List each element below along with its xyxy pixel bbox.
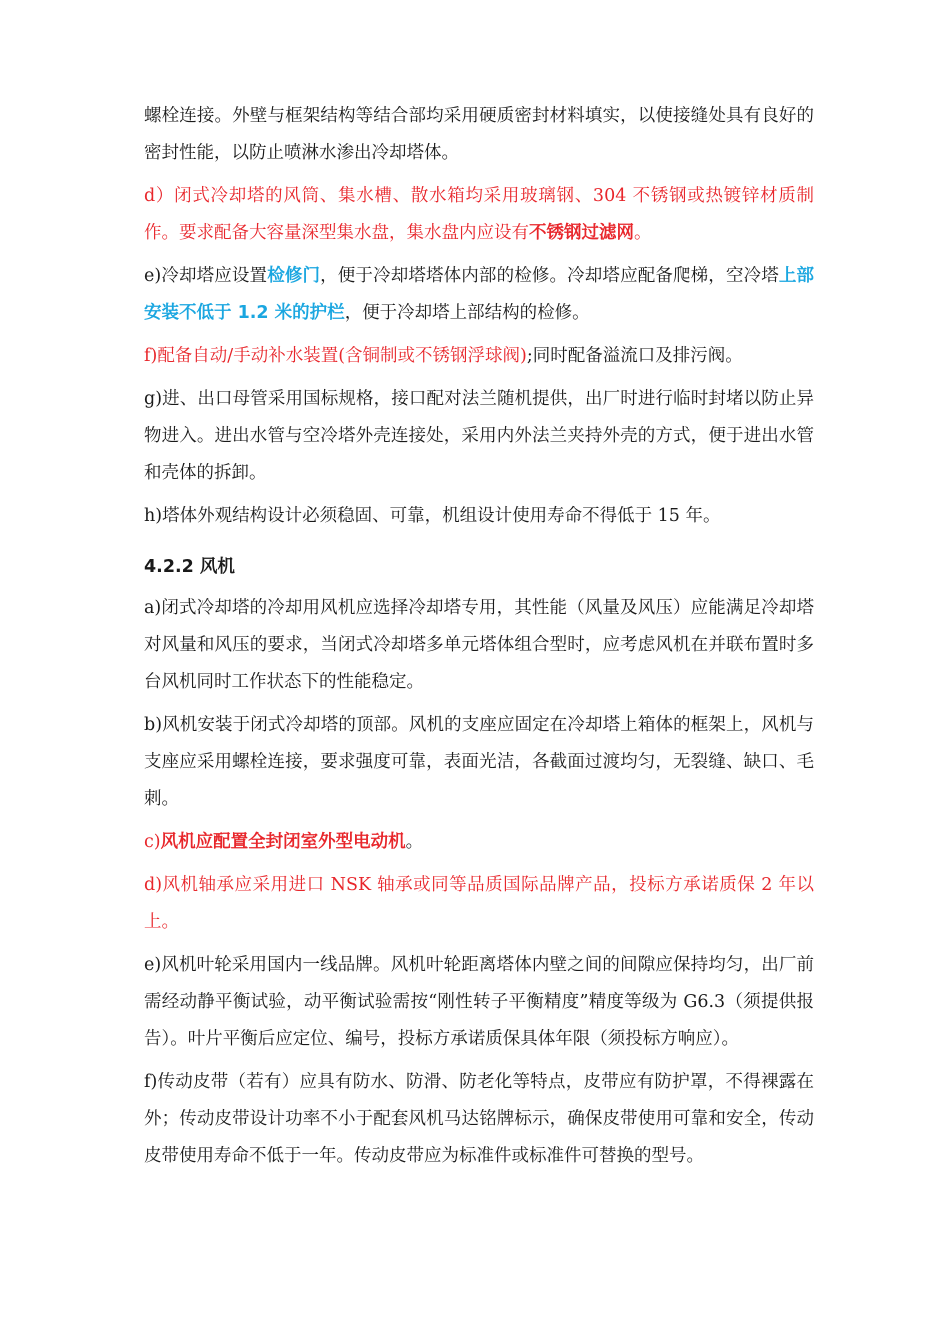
paragraph-d-end: 。 — [634, 223, 652, 243]
paragraph-f-label: f) — [144, 346, 158, 366]
section-heading-fan: 4.2.2 风机 — [144, 557, 235, 577]
paragraph-d-text: d）闭式冷却塔的风筒、集水槽、散水箱均采用玻璃钢、304 不锈钢或热镀锌材质制作。要求配备大容量深型集水盘，集水盘内应设有 — [144, 186, 814, 243]
highlight-motor: 风机应配置全封闭室外型电动机 — [160, 832, 406, 852]
paragraph-e-end: ，便于冷却塔上部结构的检修。 — [344, 303, 590, 323]
paragraph-f-end: ;同时配备溢流口及排污阀。 — [526, 346, 743, 366]
highlight-filter-screen: 不锈钢过滤网 — [529, 223, 634, 243]
document-page — [144, 98, 814, 1181]
paragraph-fan-a: a)闭式冷却塔的冷却用风机应选择冷却塔专用，其性能（风量及风压）应能满足冷却塔对风量和风压的要求，当闭式冷却塔多单元塔体组合型时，应考虑风机在并联布置时多台风机同时工作状态下的性能稳定。 — [144, 598, 814, 692]
paragraph-e-access — [144, 258, 814, 332]
paragraph-fan-c — [144, 824, 814, 861]
paragraph-h-lifetime: h)塔体外观结构设计必须稳固、可靠，机组设计使用寿命不得低于 15 年。 — [144, 506, 721, 526]
paragraph-fan-b: b)风机安装于闭式冷却塔的顶部。风机的支座应固定在冷却塔上箱体的框架上，风机与支座应采用螺栓连接，要求强度可靠，表面光洁，各截面过渡均匀，无裂缝、缺口、毛刺。 — [144, 715, 814, 809]
paragraph-d-material — [144, 178, 814, 252]
paragraph-fan-c-label: c) — [144, 832, 161, 852]
paragraph-e-text-2: ，便于冷却塔塔体内部的检修。冷却塔应配备爬梯，空冷塔 — [320, 266, 779, 286]
paragraph-fan-d: d)风机轴承应采用进口 NSK 轴承或同等品质国际品牌产品，投标方承诺质保 2 年以上。 — [144, 875, 814, 932]
highlight-guardrail: 上部安装不低于 1.2 米的护栏 — [144, 266, 815, 323]
paragraph-fan-f: f)传动皮带（若有）应具有防水、防滑、防老化等特点，皮带应有防护罩，不得裸露在外；传动皮带设计功率不小于配套风机马达铭牌标示，确保皮带使用可靠和安全，传动皮带使用寿命不低于一年。传动皮带应为标准件或标准件可替换的型号。 — [144, 1072, 814, 1166]
paragraph-f-water — [144, 338, 814, 375]
paragraph-fan-c-end: 。 — [405, 832, 424, 852]
paragraph-e-text: e)冷却塔应设置 — [144, 266, 268, 286]
highlight-access-door: 检修门 — [267, 266, 321, 286]
paragraph-seal: 螺栓连接。外壁与框架结构等结合部均采用硬质密封材料填实，以使接缝处具有良好的密封性能，以防止喷淋水渗出冷却塔体。 — [144, 106, 814, 163]
highlight-makeup-water: 配备自动/手动补水装置(含铜制或不锈钢浮球阀) — [157, 346, 527, 366]
paragraph-g-pipes: g)进、出口母管采用国标规格，接口配对法兰随机提供，出厂时进行临时封堵以防止异物进入。进出水管与空冷塔外壳连接处，采用内外法兰夹持外壳的方式，便于进出水管和壳体的拆卸。 — [144, 389, 814, 483]
paragraph-fan-e: e)风机叶轮采用国内一线品牌。风机叶轮距离塔体内壁之间的间隙应保持均匀，出厂前需经动静平衡试验，动平衡试验需按“刚性转子平衡精度”精度等级为 G6.3（须提供报告）。叶片平衡后应定位、编号，投标方承诺质保具体年限（须投标方响应）。 — [144, 955, 814, 1049]
